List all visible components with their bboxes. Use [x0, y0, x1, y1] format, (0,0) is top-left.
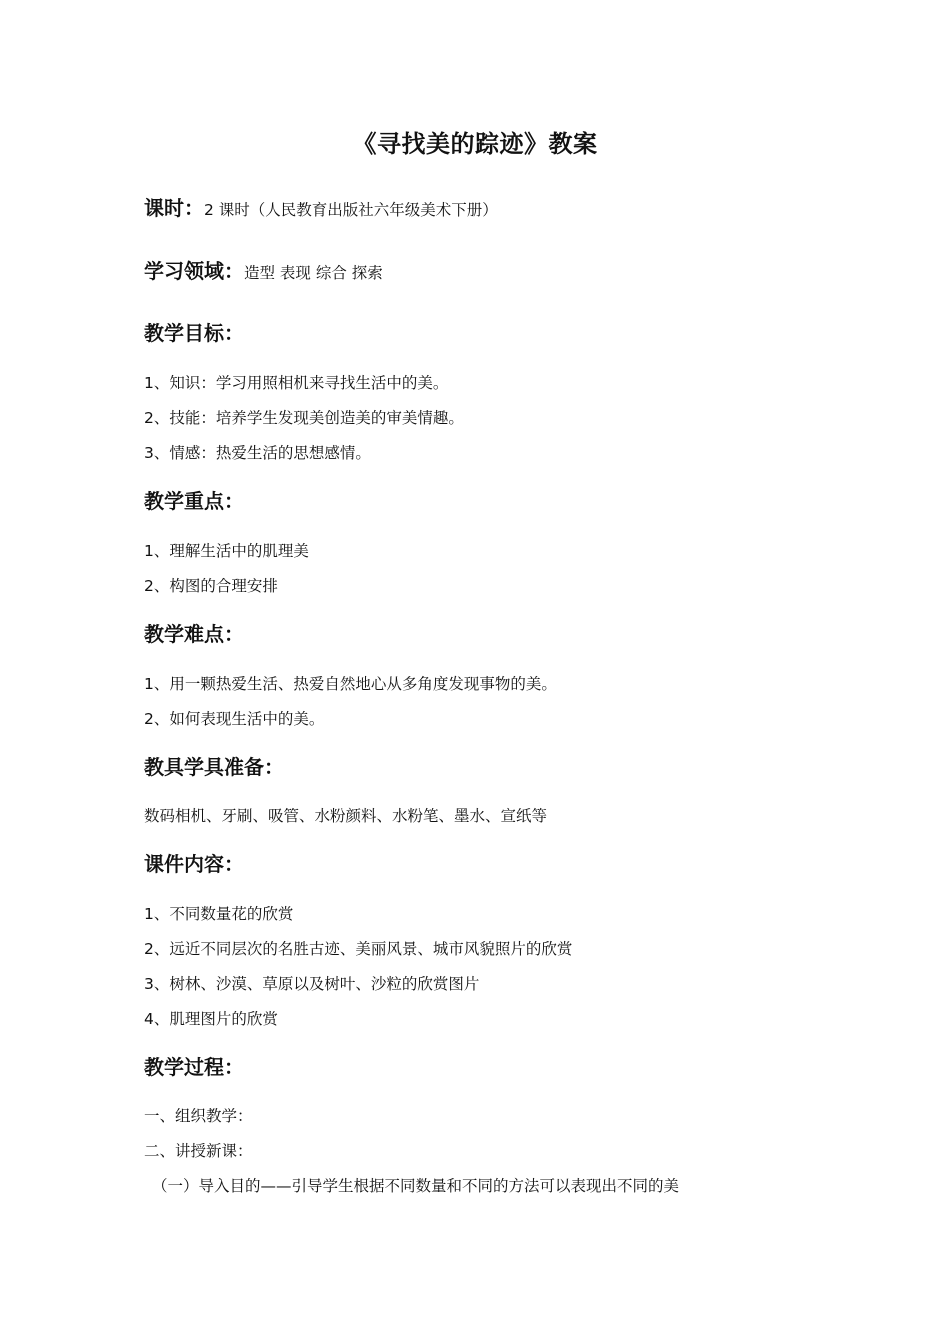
- objective-item: 3、情感：热爱生活的思想感情。: [144, 444, 371, 462]
- learning-domain-line: [144, 255, 383, 284]
- learning-domain-label: 学习领域：: [144, 259, 244, 283]
- key-point-item: 2、构图的合理安排: [144, 577, 278, 595]
- lesson-hours-label: 课时：: [144, 196, 204, 220]
- process-item: 一、组织教学：: [144, 1107, 253, 1125]
- learning-domain-value: 造型 表现 综合 探索: [244, 264, 383, 282]
- materials-heading: 教具学具准备：: [144, 755, 284, 779]
- key-point-item: 1、理解生活中的肌理美: [144, 542, 309, 560]
- difficulty-item: 1、用一颗热爱生活、热爱自然地心从多角度发现事物的美。: [144, 675, 557, 693]
- objective-item: 2、技能：培养学生发现美创造美的审美情趣。: [144, 409, 464, 427]
- key-points-heading: 教学重点：: [144, 489, 244, 513]
- document-title: 《寻找美的踪迹》教案: [352, 130, 598, 158]
- objectives-heading: 教学目标：: [144, 321, 244, 345]
- materials-text: 数码相机、牙刷、吸管、水粉颜料、水粉笔、墨水、宣纸等: [144, 807, 548, 825]
- courseware-item: 4、肌理图片的欣赏: [144, 1010, 278, 1028]
- process-heading: 教学过程：: [144, 1055, 244, 1079]
- courseware-item: 1、不同数量花的欣赏: [144, 905, 294, 923]
- difficulty-item: 2、如何表现生活中的美。: [144, 710, 325, 728]
- difficulties-heading: 教学难点：: [144, 622, 244, 646]
- process-item: 二、讲授新课：: [144, 1142, 253, 1160]
- courseware-item: 3、树林、沙漠、草原以及树叶、沙粒的欣赏图片: [144, 975, 480, 993]
- courseware-heading: 课件内容：: [144, 852, 244, 876]
- objective-item: 1、知识：学习用照相机来寻找生活中的美。: [144, 374, 449, 392]
- process-item: （一）导入目的——引导学生根据不同数量和不同的方法可以表现出不同的美: [152, 1177, 680, 1195]
- courseware-item: 2、远近不同层次的名胜古迹、美丽风景、城市风貌照片的欣赏: [144, 940, 573, 958]
- lesson-hours-value: 2 课时（人民教育出版社六年级美术下册）: [204, 201, 498, 219]
- lesson-hours-line: [144, 192, 498, 221]
